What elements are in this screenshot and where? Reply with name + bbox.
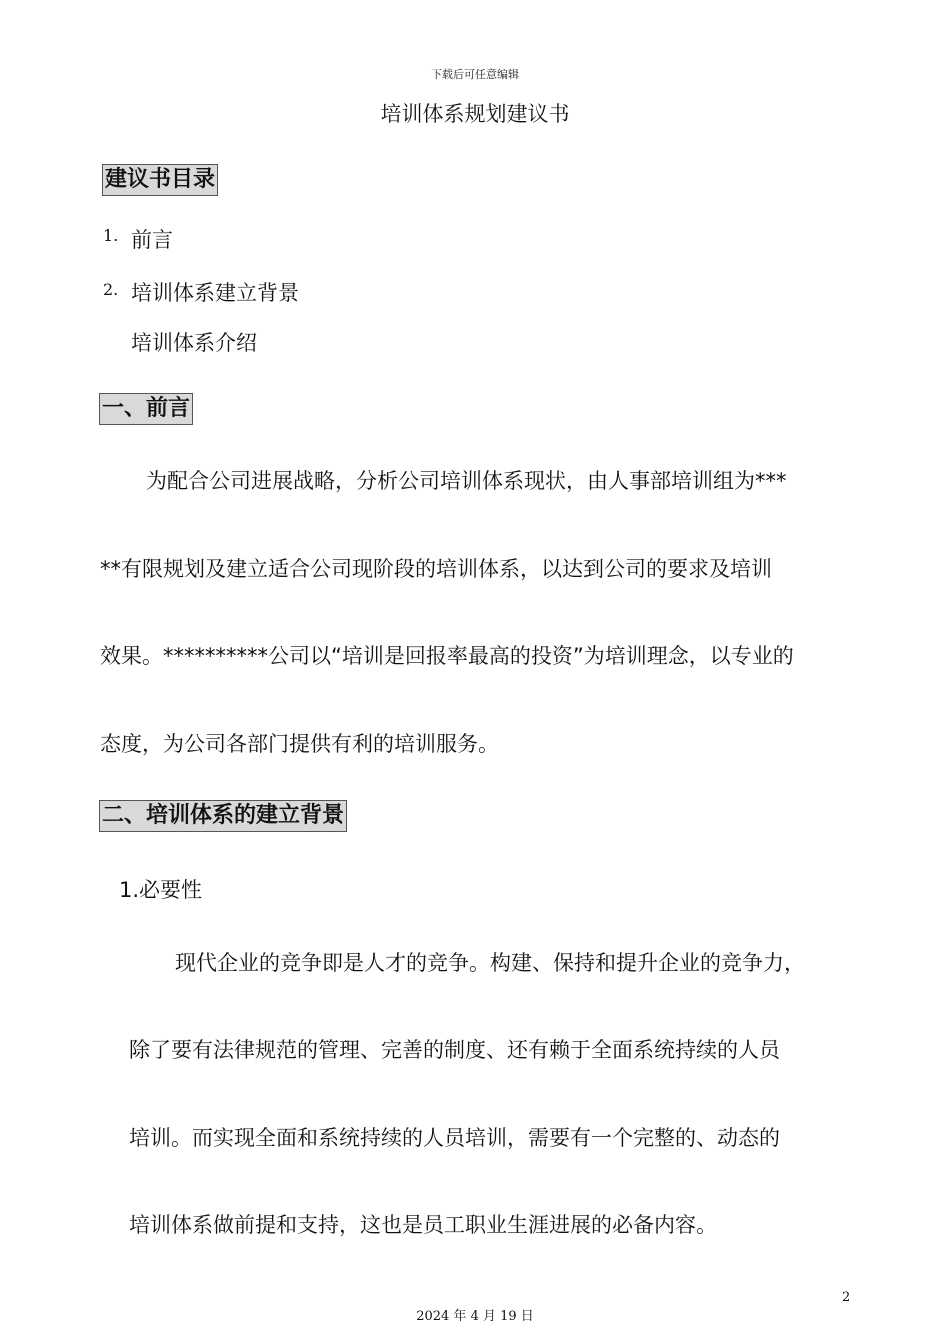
toc-item-number: 1.: [103, 226, 119, 245]
toc-heading: 建议书目录: [102, 164, 218, 196]
paragraph-line: 除了要有法律规范的管理、完善的制度、还有赖于全面系统持续的人员: [129, 1038, 780, 1062]
section-heading-preface: 一、前言: [99, 393, 193, 425]
toc-item: [103, 280, 118, 299]
paragraph-line: 效果。**********公司以“培训是回报率最高的投资”为培训理念，以专业的: [100, 644, 794, 668]
paragraph-line: 培训体系做前提和支持，这也是员工职业生涯进展的必备内容。: [129, 1213, 717, 1237]
header-note: 下载后可任意编辑: [431, 68, 519, 81]
paragraph-line: 态度，为公司各部门提供有利的培训服务。: [100, 732, 499, 756]
paragraph-line: **有限规划及建立适合公司现阶段的培训体系，以达到公司的要求及培训: [100, 557, 772, 581]
paragraph-line: 为配合公司进展战略，分析公司培训体系现状，由人事部培训组为***: [146, 469, 787, 493]
toc-item-label: 培训体系介绍: [131, 331, 257, 355]
subsection-heading: 1.必要性: [119, 878, 203, 902]
toc-item-label: 培训体系建立背景: [131, 281, 299, 305]
toc-item-clipped: [131, 327, 331, 355]
paragraph-line: 现代企业的竞争即是人才的竞争。构建、保持和提升企业的竞争力，: [175, 951, 805, 975]
paragraph-line: 培训。而实现全面和系统持续的人员培训，需要有一个完整的、动态的: [129, 1126, 780, 1150]
section-heading-background: 二、培训体系的建立背景: [99, 800, 347, 832]
toc-item-label: 前言: [131, 228, 173, 252]
footer-date: 2024 年 4 月 19 日: [416, 1309, 534, 1324]
page-number: 2: [842, 1290, 851, 1305]
toc-item-number: 2.: [103, 280, 119, 299]
document-title: 培训体系规划建议书: [380, 102, 570, 126]
toc-item: [103, 226, 118, 245]
